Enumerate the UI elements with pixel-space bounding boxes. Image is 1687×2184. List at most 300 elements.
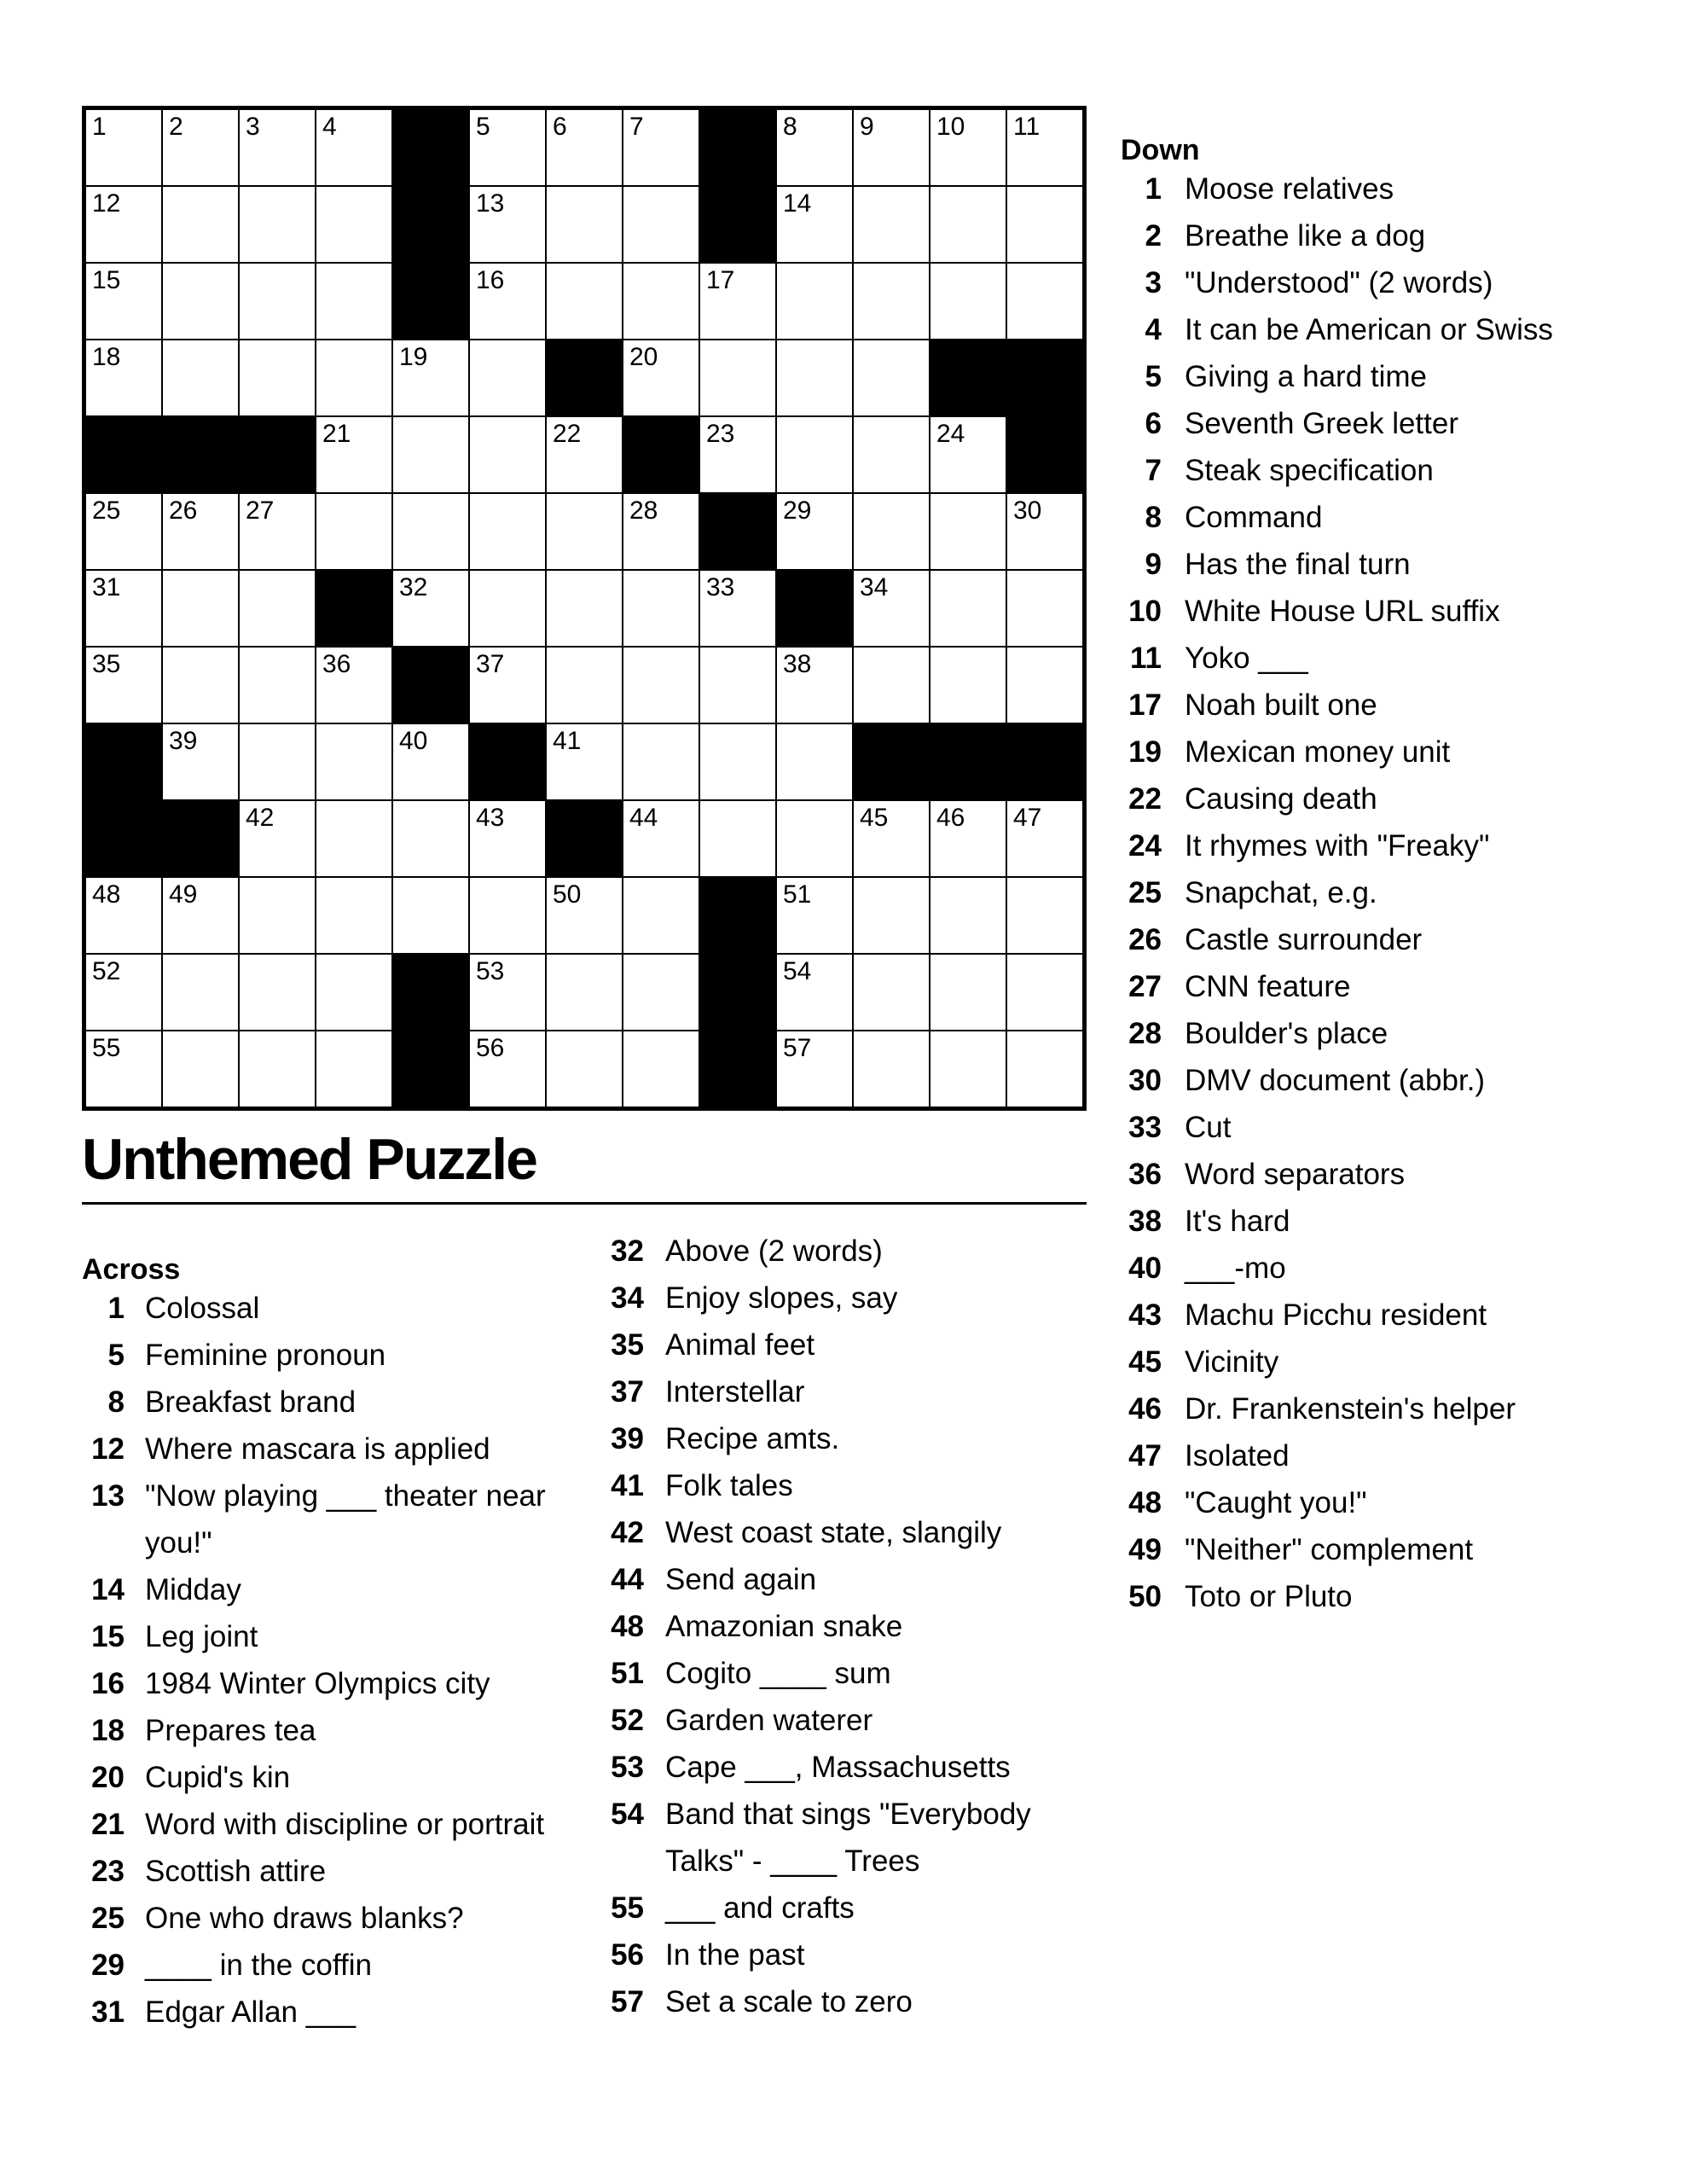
clue-text: It's hard — [1185, 1205, 1290, 1238]
across-clue — [601, 1931, 1092, 1978]
grid-cell[interactable] — [162, 1031, 239, 1107]
clue-number: 1 — [1145, 172, 1162, 206]
grid-cell[interactable] — [776, 723, 853, 800]
grid-cell[interactable] — [546, 877, 623, 954]
down-clue — [1119, 212, 1662, 259]
across-clue — [601, 1885, 1092, 1931]
clue-number: 53 — [611, 1751, 644, 1784]
grid-cell[interactable] — [623, 877, 699, 954]
cell-number: 14 — [783, 189, 812, 218]
cell-number: 12 — [92, 189, 121, 218]
clue-number: 45 — [1128, 1345, 1162, 1379]
cell-number: 10 — [936, 113, 965, 141]
clue-number: 24 — [1128, 829, 1162, 863]
grid-cell[interactable] — [930, 1031, 1006, 1107]
grid-cell[interactable] — [85, 263, 162, 340]
grid-cell[interactable] — [1006, 109, 1083, 186]
cell-number: 44 — [629, 804, 658, 832]
grid-cell[interactable] — [162, 109, 239, 186]
grid-cell[interactable] — [1006, 1031, 1083, 1107]
clue-number: 22 — [1128, 782, 1162, 816]
across-clue — [82, 1285, 550, 1332]
grid-cell[interactable] — [85, 109, 162, 186]
grid-cell[interactable] — [546, 954, 623, 1031]
clue-text: Isolated — [1185, 1439, 1290, 1472]
across-clue — [82, 1613, 550, 1660]
grid-cell-black — [162, 800, 239, 877]
grid-cell[interactable] — [776, 416, 853, 493]
grid-cell[interactable] — [469, 877, 546, 954]
grid-cell[interactable] — [776, 186, 853, 263]
clue-text: CNN feature — [1185, 970, 1351, 1003]
cell-number: 21 — [322, 420, 351, 448]
clue-number: 28 — [1128, 1017, 1162, 1050]
grid-cell[interactable] — [162, 647, 239, 723]
grid-cell[interactable] — [930, 186, 1006, 263]
grid-cell[interactable] — [469, 1031, 546, 1107]
grid-cell[interactable] — [392, 723, 469, 800]
grid-cell[interactable] — [776, 1031, 853, 1107]
grid-cell[interactable] — [469, 340, 546, 416]
cell-number: 28 — [629, 497, 658, 525]
cell-number: 2 — [169, 113, 183, 141]
cell-number: 6 — [553, 113, 567, 141]
grid-cell[interactable] — [699, 647, 776, 723]
cell-number: 8 — [783, 113, 797, 141]
grid-cell[interactable] — [239, 954, 316, 1031]
clue-text: "Caught you!" — [1185, 1486, 1367, 1519]
grid-cell[interactable] — [623, 109, 699, 186]
grid-cell[interactable] — [546, 723, 623, 800]
grid-cell[interactable] — [930, 109, 1006, 186]
clue-text: Toto or Pluto — [1185, 1580, 1353, 1613]
down-clue — [1119, 1057, 1662, 1104]
clue-number: 5 — [107, 1339, 125, 1372]
grid-cell[interactable] — [316, 416, 392, 493]
grid-cell-black — [1006, 723, 1083, 800]
cell-number: 13 — [476, 189, 505, 218]
grid-cell[interactable] — [392, 800, 469, 877]
grid-cell[interactable] — [623, 186, 699, 263]
grid-cell[interactable] — [546, 186, 623, 263]
across-clue-list-col2 — [601, 1228, 1092, 2025]
clue-text: Steak specification — [1185, 454, 1434, 487]
cell-number: 49 — [169, 880, 198, 909]
grid-cell[interactable] — [316, 877, 392, 954]
down-clue — [1119, 682, 1662, 729]
grid-cell[interactable] — [623, 263, 699, 340]
grid-cell-black — [85, 416, 162, 493]
clue-text: One who draws blanks? — [145, 1902, 464, 1935]
grid-cell-black — [930, 723, 1006, 800]
cell-number: 37 — [476, 650, 505, 678]
across-clue — [601, 1650, 1092, 1697]
grid-cell[interactable] — [546, 109, 623, 186]
clue-number: 23 — [91, 1855, 125, 1888]
cell-number: 35 — [92, 650, 121, 678]
grid-cell-black — [699, 954, 776, 1031]
clue-text: In the past — [665, 1938, 805, 1972]
clue-text: Colossal — [145, 1292, 260, 1325]
grid-cell-black — [392, 263, 469, 340]
grid-cell[interactable] — [623, 493, 699, 570]
grid-cell[interactable] — [853, 416, 930, 493]
grid-cell[interactable] — [85, 647, 162, 723]
clue-number: 33 — [1128, 1111, 1162, 1144]
grid-cell[interactable] — [930, 493, 1006, 570]
clue-text: Cupid's kin — [145, 1761, 291, 1794]
cell-number: 54 — [783, 957, 812, 985]
grid-cell-black — [699, 877, 776, 954]
grid-cell[interactable] — [853, 1031, 930, 1107]
cell-number: 48 — [92, 880, 121, 909]
across-clue — [82, 1707, 550, 1754]
clue-text: Set a scale to zero — [665, 1985, 913, 2018]
clue-text: Yoko ___ — [1185, 642, 1308, 675]
clue-text: Snapchat, e.g. — [1185, 876, 1377, 909]
grid-cell[interactable] — [930, 800, 1006, 877]
clue-number: 47 — [1128, 1439, 1162, 1472]
clue-text: ___ and crafts — [665, 1891, 855, 1925]
grid-cell[interactable] — [392, 877, 469, 954]
grid-cell[interactable] — [699, 570, 776, 647]
clue-number: 54 — [611, 1798, 644, 1831]
grid-cell[interactable] — [776, 263, 853, 340]
down-clue — [1119, 1339, 1662, 1385]
cell-number: 33 — [706, 573, 735, 601]
clue-text: "Now playing ___ theater near you!" — [145, 1479, 546, 1560]
grid-cell[interactable] — [316, 186, 392, 263]
grid-cell[interactable] — [853, 647, 930, 723]
across-clue — [82, 1566, 550, 1613]
cell-number: 52 — [92, 957, 121, 985]
grid-cell[interactable] — [162, 954, 239, 1031]
grid-cell-black — [699, 1031, 776, 1107]
grid-cell[interactable] — [1006, 570, 1083, 647]
grid-cell[interactable] — [85, 493, 162, 570]
clue-text: Midday — [145, 1573, 241, 1606]
grid-cell[interactable] — [546, 1031, 623, 1107]
grid-cell-black — [546, 800, 623, 877]
clue-text: Amazonian snake — [665, 1610, 903, 1643]
grid-cell[interactable] — [316, 647, 392, 723]
grid-cell[interactable] — [469, 570, 546, 647]
grid-cell[interactable] — [469, 109, 546, 186]
grid-cell[interactable] — [239, 109, 316, 186]
clue-number: 14 — [91, 1573, 125, 1606]
grid-cell[interactable] — [1006, 877, 1083, 954]
clue-text: 1984 Winter Olympics city — [145, 1667, 490, 1700]
grid-cell[interactable] — [546, 263, 623, 340]
grid-cell[interactable] — [853, 877, 930, 954]
down-clue — [1119, 166, 1662, 212]
grid-cell[interactable] — [853, 109, 930, 186]
grid-cell[interactable] — [316, 1031, 392, 1107]
down-clue — [1119, 1385, 1662, 1432]
grid-cell[interactable] — [316, 263, 392, 340]
clue-text: It can be American or Swiss — [1185, 313, 1553, 346]
grid-cell-black — [392, 954, 469, 1031]
down-clue — [1119, 963, 1662, 1010]
grid-cell[interactable] — [699, 416, 776, 493]
grid-cell[interactable] — [853, 340, 930, 416]
grid-cell[interactable] — [776, 340, 853, 416]
grid-cell[interactable] — [623, 647, 699, 723]
clue-number: 21 — [91, 1808, 125, 1841]
grid-cell[interactable] — [853, 570, 930, 647]
cell-number: 47 — [1013, 804, 1042, 832]
clue-number: 32 — [611, 1234, 644, 1268]
grid-cell[interactable] — [776, 954, 853, 1031]
clue-number: 43 — [1128, 1298, 1162, 1332]
grid-cell[interactable] — [316, 800, 392, 877]
grid-cell[interactable] — [316, 954, 392, 1031]
grid-cell-black — [85, 723, 162, 800]
grid-cell[interactable] — [930, 263, 1006, 340]
clue-number: 50 — [1128, 1580, 1162, 1613]
grid-cell-black — [392, 1031, 469, 1107]
grid-cell[interactable] — [469, 647, 546, 723]
across-clue — [82, 1332, 550, 1379]
clue-number: 25 — [91, 1902, 125, 1935]
grid-cell[interactable] — [469, 800, 546, 877]
grid-cell[interactable] — [239, 647, 316, 723]
cell-number: 30 — [1013, 497, 1042, 525]
grid-cell[interactable] — [776, 800, 853, 877]
across-clue — [82, 1895, 550, 1942]
grid-cell[interactable] — [162, 186, 239, 263]
grid-cell[interactable] — [546, 570, 623, 647]
grid-cell[interactable] — [85, 954, 162, 1031]
grid-cell[interactable] — [239, 340, 316, 416]
grid-cell[interactable] — [85, 877, 162, 954]
across-clue — [82, 1660, 550, 1707]
clue-number: 48 — [1128, 1486, 1162, 1519]
cell-number: 1 — [92, 113, 107, 141]
grid-cell[interactable] — [699, 340, 776, 416]
down-clue — [1119, 1198, 1662, 1245]
grid-cell[interactable] — [469, 416, 546, 493]
clue-text: White House URL suffix — [1185, 595, 1500, 628]
grid-cell[interactable] — [239, 186, 316, 263]
clue-number: 57 — [611, 1985, 644, 2018]
grid-cell[interactable] — [162, 723, 239, 800]
clue-number: 36 — [1128, 1158, 1162, 1191]
across-clue — [601, 1275, 1092, 1321]
cell-number: 56 — [476, 1034, 505, 1062]
clue-number: 46 — [1128, 1392, 1162, 1426]
grid-cell[interactable] — [776, 647, 853, 723]
clue-text: Above (2 words) — [665, 1234, 883, 1268]
down-clue — [1119, 447, 1662, 494]
grid-cell[interactable] — [776, 877, 853, 954]
grid-cell[interactable] — [162, 570, 239, 647]
grid-cell-black — [776, 570, 853, 647]
clue-number: 48 — [611, 1610, 644, 1643]
grid-cell[interactable] — [930, 877, 1006, 954]
cell-number: 41 — [553, 727, 582, 755]
clue-text: Garden waterer — [665, 1704, 873, 1737]
title-rule — [82, 1202, 1087, 1205]
down-clue — [1119, 775, 1662, 822]
grid-cell[interactable] — [853, 493, 930, 570]
grid-cell[interactable] — [316, 723, 392, 800]
grid-cell[interactable] — [776, 493, 853, 570]
grid-cell[interactable] — [853, 954, 930, 1031]
grid-cell[interactable] — [392, 340, 469, 416]
down-clue — [1119, 1245, 1662, 1292]
clue-text: Word separators — [1185, 1158, 1406, 1191]
clue-text: Cape ___, Massachusetts — [665, 1751, 1011, 1784]
grid-cell[interactable] — [930, 570, 1006, 647]
across-clue — [82, 1472, 550, 1566]
grid-cell[interactable] — [1006, 263, 1083, 340]
clue-number: 42 — [611, 1516, 644, 1549]
grid-cell[interactable] — [316, 109, 392, 186]
grid-cell-black — [930, 340, 1006, 416]
clue-number: 30 — [1128, 1064, 1162, 1097]
clue-text: Mexican money unit — [1185, 735, 1451, 769]
grid-cell[interactable] — [1006, 647, 1083, 723]
grid-cell[interactable] — [623, 570, 699, 647]
grid-cell[interactable] — [1006, 493, 1083, 570]
grid-cell[interactable] — [469, 493, 546, 570]
clue-number: 9 — [1145, 548, 1162, 581]
grid-cell[interactable] — [392, 493, 469, 570]
grid-cell[interactable] — [469, 954, 546, 1031]
grid-cell[interactable] — [1006, 954, 1083, 1031]
grid-cell[interactable] — [930, 416, 1006, 493]
across-clue — [601, 1697, 1092, 1744]
clue-text: Folk tales — [665, 1469, 793, 1502]
grid-cell[interactable] — [239, 877, 316, 954]
clue-number: 41 — [611, 1469, 644, 1502]
down-clue — [1119, 306, 1662, 353]
grid-cell[interactable] — [1006, 186, 1083, 263]
grid-cell[interactable] — [316, 340, 392, 416]
grid-cell[interactable] — [239, 1031, 316, 1107]
across-clue — [601, 1744, 1092, 1791]
grid-cell[interactable] — [546, 647, 623, 723]
clue-number: 20 — [91, 1761, 125, 1794]
clue-number: 25 — [1128, 876, 1162, 909]
down-clue — [1119, 1292, 1662, 1339]
grid-cell[interactable] — [699, 263, 776, 340]
grid-cell[interactable] — [239, 723, 316, 800]
cell-number: 19 — [399, 343, 428, 371]
across-clue — [601, 1556, 1092, 1603]
clue-number: 11 — [1130, 642, 1162, 675]
clue-text: Cut — [1185, 1111, 1232, 1144]
clue-text: It rhymes with "Freaky" — [1185, 829, 1490, 863]
clue-number: 52 — [611, 1704, 644, 1737]
grid-cell-black — [699, 493, 776, 570]
grid-cell[interactable] — [162, 340, 239, 416]
cell-number: 36 — [322, 650, 351, 678]
grid-cell[interactable] — [699, 800, 776, 877]
across-clue — [601, 1509, 1092, 1556]
grid-cell[interactable] — [85, 186, 162, 263]
grid-cell[interactable] — [85, 570, 162, 647]
clue-number: 7 — [1145, 454, 1162, 487]
grid-cell[interactable] — [1006, 800, 1083, 877]
grid-cell[interactable] — [239, 263, 316, 340]
clue-number: 37 — [611, 1375, 644, 1409]
clue-number: 16 — [91, 1667, 125, 1700]
cell-number: 43 — [476, 804, 505, 832]
grid-cell[interactable] — [85, 340, 162, 416]
grid-cell[interactable] — [699, 723, 776, 800]
grid-cell[interactable] — [469, 186, 546, 263]
grid-cell[interactable] — [623, 340, 699, 416]
clue-number: 15 — [91, 1620, 125, 1653]
grid-cell[interactable] — [162, 263, 239, 340]
grid-cell[interactable] — [392, 570, 469, 647]
grid-cell[interactable] — [853, 800, 930, 877]
grid-cell[interactable] — [85, 1031, 162, 1107]
clue-number: 55 — [611, 1891, 644, 1925]
grid-cell[interactable] — [162, 877, 239, 954]
cell-number: 17 — [706, 266, 735, 294]
down-clue — [1119, 494, 1662, 541]
grid-cell[interactable] — [853, 186, 930, 263]
grid-cell[interactable] — [623, 954, 699, 1031]
cell-number: 16 — [476, 266, 505, 294]
grid-cell[interactable] — [316, 493, 392, 570]
down-clue — [1119, 1479, 1662, 1526]
puzzle-title: Unthemed Puzzle — [82, 1127, 536, 1192]
grid-cell[interactable] — [623, 800, 699, 877]
grid-cell[interactable] — [930, 954, 1006, 1031]
grid-cell[interactable] — [546, 416, 623, 493]
clue-text: Where mascara is applied — [145, 1432, 490, 1466]
grid-cell[interactable] — [392, 416, 469, 493]
down-clue — [1119, 588, 1662, 635]
clue-text: Leg joint — [145, 1620, 258, 1653]
grid-cell[interactable] — [930, 647, 1006, 723]
clue-text: Edgar Allan ___ — [145, 1995, 357, 2029]
clue-text: Feminine pronoun — [145, 1339, 386, 1372]
grid-cell[interactable] — [853, 263, 930, 340]
clue-text: West coast state, slangily — [665, 1516, 1002, 1549]
grid-cell[interactable] — [546, 493, 623, 570]
grid-cell[interactable] — [469, 263, 546, 340]
cell-number: 55 — [92, 1034, 121, 1062]
grid-cell[interactable] — [162, 493, 239, 570]
down-clue — [1119, 1151, 1662, 1198]
grid-cell[interactable] — [239, 570, 316, 647]
down-clue — [1119, 635, 1662, 682]
across-clue — [601, 1978, 1092, 2025]
grid-cell[interactable] — [239, 800, 316, 877]
down-clue — [1119, 259, 1662, 306]
cell-number: 20 — [629, 343, 658, 371]
grid-cell[interactable] — [623, 1031, 699, 1107]
clue-text: Machu Picchu resident — [1185, 1298, 1487, 1332]
clue-text: Enjoy slopes, say — [665, 1281, 898, 1315]
grid-cell[interactable] — [623, 723, 699, 800]
grid-cell-black — [699, 186, 776, 263]
down-heading: Down — [1121, 134, 1200, 166]
grid-cell-black — [469, 723, 546, 800]
down-clue — [1119, 353, 1662, 400]
grid-cell-black — [546, 340, 623, 416]
across-clue — [601, 1462, 1092, 1509]
clue-text: ____ in the coffin — [145, 1949, 372, 1982]
clue-text: Moose relatives — [1185, 172, 1394, 206]
grid-cell[interactable] — [776, 109, 853, 186]
grid-cell[interactable] — [239, 493, 316, 570]
